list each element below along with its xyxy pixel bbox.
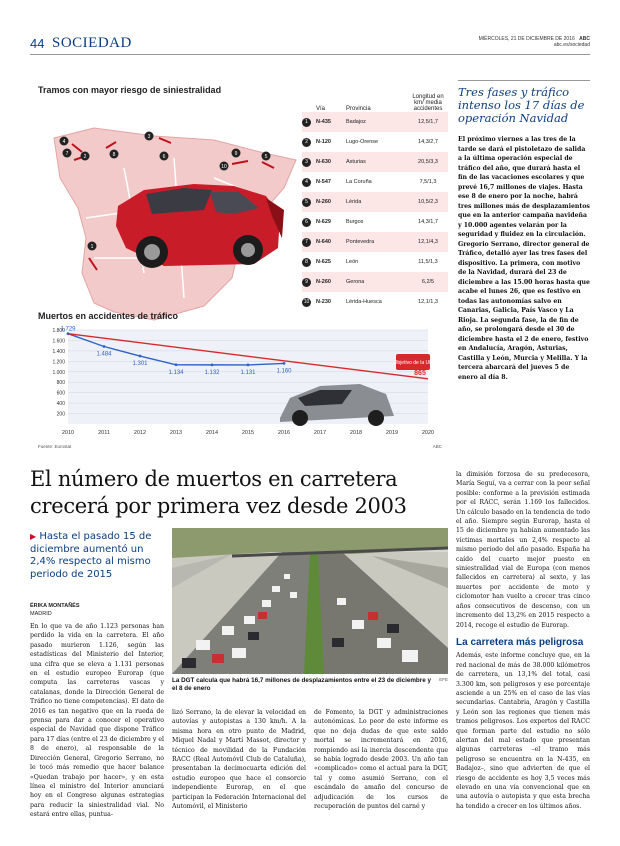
route-provincia: Lérida-Huesca [346,299,382,305]
route-via: N-260 [316,199,331,205]
article-column-2: lizó Serrano, la de elevar la velocidad en autovías y autopistas a 130 km/h. A la misma hora en otro punto de Madrid, Miquel Nadal y Martí Massot, director y técnico de movilidad de la Fundación RACC (Real Automóvil Club de Cataluña), presentaban la decimocuarta edición del estudio europeo que hace el consorcio independiente Eurorap, en el que participan la Federación Internacional del Automóvil, el Ministerio [172,709,306,811]
svg-text:1: 1 [90,244,94,250]
route-provincia: León [346,259,359,265]
route-number-badge: 1 [302,118,311,127]
route-longitud: 20,5/3,3 [418,159,438,165]
route-number-badge: 7 [302,238,311,247]
route-number [302,238,316,247]
deaths-data-label: 1.301 [132,361,148,368]
route-row [302,132,448,152]
routes-table-body [302,112,448,312]
route-longitud: 6,2/5 [421,279,435,285]
col-via: Vía [316,106,326,112]
route-longitud: 12,5/1,7 [418,119,438,125]
svg-text:5: 5 [264,154,268,160]
column-4-continued: Además, este informe concluye que, en la red nacional de más de 38.000 kilómetros de carretera, un 13,1% del total, casi 3.300 km, son peligrosos y ese porcentaje asciende a un 25% en el caso de las vías secundarias. Cantabria, Aragón y Castilla y León son las regiones que tienen más tramos peligrosos. Los expertos del RACC que forman parte del estudio no sólo alertan del mal estado que presentan algunas carreteras –el tramo más peligroso se encuentra en la N-435, en Badajoz–, sino que advierten de que el riesgo de accidente es hoy 3,5 veces más elevado en una vía convencional que en una autovía o autopista y que esta brecha ha tendido a crecer en los últimos años. [456,652,590,810]
infographic [30,80,448,454]
route-provincia: Pontevedra [346,239,375,245]
date-line [479,36,590,48]
route-longitud: 10,5/2,3 [418,199,438,205]
route-number-badge: 6 [302,218,311,227]
section-name: SOCIEDAD [52,35,132,51]
y-tick-label: 1.600 [52,338,65,345]
x-tick-label: 2010 [61,430,75,436]
y-tick-label: 600 [56,390,65,397]
lede-arrow-icon: ▶ [30,532,37,541]
y-tick-label: 400 [56,401,65,408]
column-4-text: la dimisión forzosa de su predecesora, María Seguí, va a cerrar con la peor señal posible: conforme a la previsión estimada por el RACC, serán 1.169 los fallecidos. Un cálculo basado en la tendencia de todo el año. Siempre según Eurorap, hasta el 15 de diciembre ya habían aumentado las víctimas mortales un 2,4% respecto al mismo periodo del año pasado. España ha caído del cuarto mejor puesto en siniestralidad vial de Europa (con menos fallecidos en carretera) al sexto, y las muertes por accidente de moto y ciclomotor han vuelto a crecer tras cinco años consecutivos de descenso, con un incremento del 13,2% en 2015 respecto a 2014, recoge el estudio de Eurorap. [456,471,590,629]
svg-text:7: 7 [65,151,69,157]
deaths-data-point [247,364,250,367]
route-number [302,198,316,207]
route-row [302,192,448,212]
route-provincia: Asturias [346,159,366,165]
route-longitud: 12,1/4,3 [418,239,438,245]
highway-traffic-photo [172,528,448,674]
x-tick-label: 2019 [385,430,399,436]
highway-photo-image [172,528,448,674]
dateline-location: MADRID [30,611,52,617]
deaths-data-point [139,355,142,358]
route-provincia: Badajoz [346,119,366,125]
route-row [302,172,448,192]
deaths-data-point [211,363,214,366]
route-number [302,158,316,167]
route-via: N-640 [316,239,331,245]
route-provincia: Burgos [346,219,364,225]
route-row [302,292,448,312]
x-tick-label: 2018 [349,430,363,436]
article-headline: El número de muertos en carretera crecerá por primera vez desde 2003 [30,467,407,518]
route-number-badge: 9 [302,278,311,287]
route-number-badge: 3 [302,158,311,167]
deaths-line-chart [30,324,448,444]
eu-target-label: Objetivo de la UE [393,360,433,366]
route-number [302,138,316,147]
y-tick-label: 200 [56,411,65,418]
route-via: N-260 [316,279,331,285]
crashed-red-car-illustration [116,184,284,268]
route-provincia: Gerona [346,279,365,285]
route-longitud: 14,3/1,7 [418,219,438,225]
deaths-data-label: 1.160 [276,368,292,375]
header-divider [30,54,590,55]
route-number [302,118,316,127]
sidebar-body: El próximo viernes a las tres de la tarde se dará el pistoletazo de salida a la última operación especial de tráfico del año, que durará hasta el fin de las vacaciones escolares y que prevé 16,7 millones de viajes. Hasta ese 8 de enero por la noche, habrá tres millones más de desplazamientos que en la anterior campaña navideña y 10.000 agentes velarán por la seguridad y fluidez en la circulación. Gregorio Serrano, director general de Tráfico, detalló ayer las tres fases del dispositivo. La primera, con motivo de la Navidad, durará del 23 de diciembre a las 15.00 horas hasta que acabe el lunes 26, que es festivo en todas las autonomías salvo en Canarias, Galicia, País Vasco y La Rioja. La segunda fase, la de fin de año, se prolongará desde el 30 de diciembre hasta el 2 de enero, festivo en Andalucía, Aragón, Asturias, Castilla y León, Murcia y Melilla. Y la tercera abarcará del jueves 5 de enero al día 8. [458,136,590,381]
route-row [302,112,448,132]
route-number [302,178,316,187]
spain-route-map [34,98,314,334]
deaths-data-point [175,363,178,366]
route-row [302,252,448,272]
route-longitud: 11,5/1,3 [418,259,438,265]
article-column-4 [456,470,590,811]
deaths-chart-title: Muertos en accidentes de tráfico [38,311,179,321]
article-subhead: La carretera más peligrosa [456,636,584,648]
y-tick-label: 1.200 [52,359,65,366]
routes-table [302,90,448,312]
eu-target-value-label: 865 [414,369,426,377]
routes-table-header [302,90,448,112]
route-number [302,258,316,267]
deaths-data-point [283,362,286,365]
route-number-badge: 4 [302,178,311,187]
route-provincia: Lugo-Orense [346,139,379,145]
route-via: N-630 [316,159,331,165]
route-row [302,232,448,252]
x-tick-label: 2020 [421,430,435,436]
route-number-badge: 5 [302,198,311,207]
route-longitud: 14,3/2,7 [418,139,438,145]
lede-text: Hasta el pasado 15 de diciembre aumentó un 2,4% respecto al mismo periodo de 2015 [30,531,152,580]
route-via: N-120 [316,139,331,145]
author-name: ÉRIKA MONTAÑÉS [30,603,80,609]
section-url: abc.es/sociedad [553,42,590,48]
date-text: MIÉRCOLES, 21 DE DICIEMBRE DE 2016 [478,36,575,42]
sidebar-title: Tres fases y tráfico intenso los 17 días de operación Navidad [458,80,590,125]
route-number-badge: 2 [302,138,311,147]
svg-text:10: 10 [221,164,227,170]
deaths-data-label: 1.729 [60,326,76,333]
route-number [302,278,316,287]
route-via: N-547 [316,179,331,185]
route-provincia: Lérida [346,199,362,205]
deaths-data-label: 1.131 [240,369,256,376]
route-via: N-230 [316,299,331,305]
route-number-badge: 10 [303,298,310,305]
route-row [302,152,448,172]
svg-text:8: 8 [112,152,116,158]
article-lede [30,531,164,581]
route-longitud: 12,1/1,3 [418,299,438,305]
col-longitud: Longitud en km/ media accidentes [412,94,444,112]
y-tick-label: 1.400 [52,348,65,355]
page-number: 44 [30,36,45,51]
article-column-3: de Fomento, la DGT y administraciones autonómicas. Lo peor de este informe es que no deja dudas de que este saldo mortal se incrementará en 2016, rompiendo así la inercia descendente que se había logrado desde 2003. Un año tan «complicado» como el actual para la DGT, tal y como asumió Serrano, con el escándalo de amaño del concurso de adjudicación de los cursos de recuperación de puntos del carné y [314,709,448,811]
route-number-badge: 8 [302,258,311,267]
photo-credit: EFE [439,677,448,682]
route-row [302,272,448,292]
route-via: N-625 [316,259,331,265]
x-tick-label: 2013 [169,430,183,436]
sidebar-box [458,80,590,436]
svg-text:2: 2 [83,154,87,160]
route-longitud: 7,5/1,3 [419,179,437,185]
route-number [302,298,316,307]
brand-mark: ABC [579,36,590,42]
y-tick-label: 1.800 [52,328,65,334]
deaths-data-point [103,345,106,348]
deaths-data-label: 1.484 [96,351,112,358]
page-header [30,36,590,52]
deaths-data-label: 1.132 [204,369,220,376]
chart-source: Fuente: Eurostat [38,444,72,449]
infographic-brand: ABC [432,444,442,449]
y-tick-label: 1.000 [52,369,65,376]
x-tick-label: 2015 [241,430,255,436]
route-via: N-629 [316,219,331,225]
route-row [302,212,448,232]
svg-text:9: 9 [234,151,238,157]
infographic-title: Tramos con mayor riesgo de siniestralidad [38,85,222,95]
route-provincia: La Coruña [346,179,372,185]
article-column-1: En lo que va de año 1.123 personas han perdido la vida en la carretera. El año pasado murieron 1.126, según las estadísticas del Ministerio del Interior, una cifra que se eleva a 1.131 personas en el estudio europeo Eurorap (que computa las carreteras vascas y catalanas, donde la Dirección General de Tráfico no tiene competencias). El dato de 2016 es tan negativo que en la rueda de prensa para dar a conocer el operativo especial de Navidad que dispone Tráfico para 17 días (entre el 23 de diciembre y el 8 de enero), al responsable de la Dirección General, Gregorio Serrano, no le tocó más remedio que hacer balance «Quedan trabajo por hacer», y en esta línea el ministro del Interior anunciará hoy en el Congreso algunas estrategias para reducir la siniestralidad vial. No estará entre ellas, puntua- [30,623,164,819]
svg-text:3: 3 [147,134,151,140]
y-tick-label: 800 [56,380,65,387]
x-tick-label: 2017 [313,430,327,436]
svg-text:4: 4 [62,139,66,145]
byline [30,602,80,618]
x-tick-label: 2016 [277,430,291,436]
x-tick-label: 2011 [98,430,110,436]
x-tick-label: 2012 [133,430,147,436]
photo-caption: La DGT calcula que habrá 16,7 millones de desplazamientos entre el 23 de diciembre y el 8 de enero [172,677,431,692]
route-number [302,218,316,227]
deaths-data-label: 1.134 [168,369,184,376]
x-tick-label: 2014 [205,430,219,436]
col-provincia: Provincia [346,106,371,112]
svg-text:6: 6 [162,154,166,160]
route-via: N-435 [316,119,331,125]
